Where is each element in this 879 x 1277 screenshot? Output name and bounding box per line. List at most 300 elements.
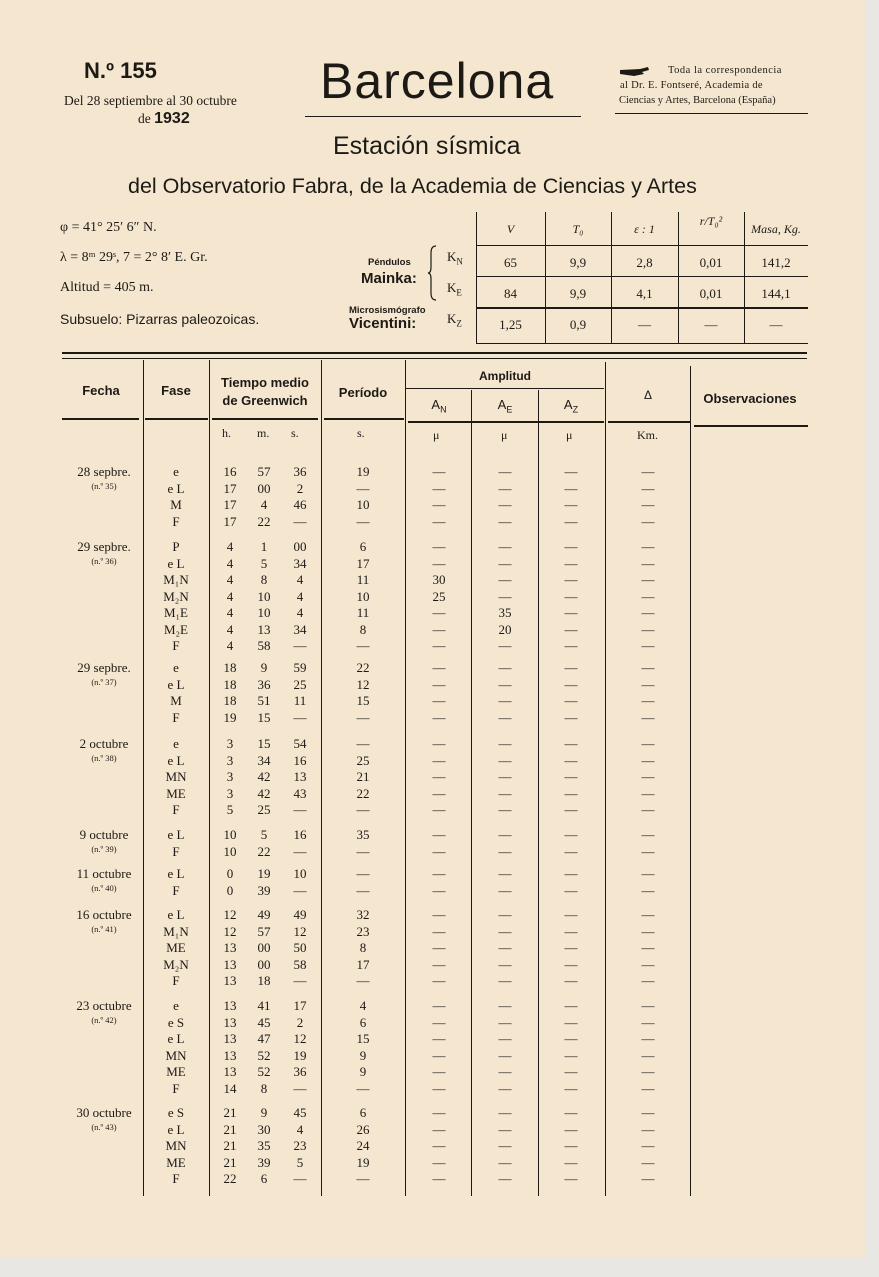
phase-cell: e L — [167, 866, 185, 881]
value-cell: — — [356, 638, 370, 653]
title-underline — [305, 116, 581, 117]
value-cell: — — [498, 638, 512, 653]
value-cell: 35 — [356, 827, 370, 842]
value-cell: — — [356, 480, 370, 496]
value-cell: 13 — [223, 1047, 237, 1063]
value-cell: 42 — [257, 769, 271, 784]
value-cell: — — [564, 998, 578, 1013]
amplitud-rule — [406, 388, 604, 389]
value-cell: 3 — [226, 785, 234, 801]
value-cell: 4 — [226, 555, 234, 571]
unit-an: μ — [433, 428, 440, 442]
value-cell: 54 — [293, 736, 307, 751]
value-cell: 9 — [260, 1105, 268, 1120]
value-cell: 5 — [260, 555, 268, 571]
table-top-rule — [62, 352, 807, 354]
header-tiempo-2: de Greenwich — [222, 393, 308, 408]
value-cell: 17 — [223, 513, 237, 529]
value-cell: 42 — [257, 785, 271, 801]
value-cell: 17 — [223, 480, 237, 496]
header-az — [538, 397, 604, 415]
value-cell: — — [641, 588, 655, 604]
value-cell: 12 — [356, 676, 370, 692]
value-cell: 25 — [432, 588, 446, 604]
value-cell: 13 — [223, 973, 237, 988]
unit-az: μ — [566, 428, 573, 442]
value-cell: 21 — [356, 769, 370, 784]
instrument-value: 0,01 — [699, 255, 723, 270]
phase-cell: e — [173, 660, 179, 675]
value-cell: 34 — [293, 555, 307, 571]
phase-cell: e — [173, 736, 179, 751]
instrument-header: ε : 1 — [634, 222, 655, 236]
event-number: (n.º 42) — [91, 1015, 117, 1025]
value-cell: 9 — [359, 1047, 367, 1063]
value-cell: — — [564, 956, 578, 972]
value-cell: 21 — [223, 1138, 237, 1153]
header-fase: Fase — [161, 383, 191, 398]
value-cell: — — [641, 785, 655, 801]
value-cell: — — [564, 572, 578, 587]
value-cell: 21 — [223, 1121, 237, 1137]
mainka-label: Mainka: — [361, 270, 417, 287]
instrument-row-rule — [476, 276, 808, 277]
value-cell: — — [432, 1121, 446, 1137]
value-cell: — — [641, 1064, 655, 1079]
header-bottom-rule-3 — [212, 418, 318, 420]
value-cell: 19 — [223, 709, 237, 725]
header-bottom-rule-6 — [608, 421, 690, 423]
instrument-value: — — [704, 317, 718, 332]
value-cell: 6 — [260, 1171, 268, 1186]
value-cell: — — [356, 802, 370, 817]
value-cell: 9 — [260, 660, 268, 675]
value-cell: 13 — [223, 1031, 237, 1046]
event-number: (n.º 35) — [91, 481, 117, 491]
value-cell: 23 — [293, 1138, 307, 1153]
phase-cell: e L — [167, 555, 185, 571]
header-delta: Δ — [643, 388, 652, 402]
value-cell: — — [432, 907, 446, 922]
header-an-sub: N — [440, 404, 447, 415]
component-letter: K — [447, 280, 457, 295]
event-number: (n.º 36) — [91, 556, 117, 566]
phase-cell: MN — [165, 1138, 187, 1153]
subsoil: Subsuelo: Pizarras paleozoicas. — [60, 311, 260, 327]
value-cell: 25 — [293, 676, 307, 692]
value-cell: — — [641, 539, 655, 554]
value-cell: 4 — [226, 638, 234, 653]
value-cell: 36 — [257, 676, 271, 692]
value-cell: 10 — [356, 588, 370, 604]
instrument-header: r/T₀² — [699, 214, 723, 228]
value-cell: — — [564, 588, 578, 604]
value-cell: — — [641, 1138, 655, 1153]
value-cell: 21 — [223, 1154, 237, 1170]
value-cell: — — [498, 513, 512, 529]
value-cell: — — [641, 1105, 655, 1120]
value-cell: — — [564, 1080, 578, 1096]
value-cell: — — [564, 1154, 578, 1170]
value-cell: 30 — [257, 1121, 271, 1137]
value-cell: — — [564, 827, 578, 842]
instrument-value: 0,9 — [569, 317, 587, 332]
value-cell: — — [564, 882, 578, 898]
value-cell: — — [641, 555, 655, 571]
event-date: 11 octubre — [76, 866, 132, 881]
value-cell: 4 — [296, 572, 304, 587]
value-cell: — — [498, 736, 512, 751]
header-an — [406, 397, 472, 415]
value-cell: — — [498, 693, 512, 708]
value-cell: — — [564, 1121, 578, 1137]
value-cell: — — [356, 973, 370, 988]
value-cell: — — [356, 866, 370, 881]
value-cell: — — [564, 1171, 578, 1186]
value-cell: — — [564, 907, 578, 922]
value-cell: — — [564, 1014, 578, 1030]
value-cell: 18 — [223, 676, 237, 692]
value-cell: 18 — [257, 973, 271, 988]
value-cell: — — [432, 605, 446, 620]
value-cell: — — [641, 1080, 655, 1096]
component-letter: K — [447, 249, 457, 264]
phase-cell: MN — [165, 769, 187, 784]
value-cell: 11 — [293, 693, 307, 708]
correspondence-line-3: Ciencias y Artes, Barcelona (España) — [619, 95, 776, 106]
value-cell: — — [641, 907, 655, 922]
phase-cell: e L — [167, 907, 185, 922]
value-cell: 13 — [223, 956, 237, 972]
instrument-bottom-rule — [476, 343, 808, 344]
vicentini-label: Vicentini: — [349, 315, 417, 332]
value-cell: 12 — [293, 923, 307, 939]
pendulos-label: Péndulos — [368, 257, 411, 268]
value-cell: 35 — [257, 1138, 271, 1153]
event-number: (n.º 40) — [91, 883, 117, 893]
phase-cell: F — [172, 638, 180, 653]
value-cell: 3 — [226, 769, 234, 784]
value-cell: — — [641, 676, 655, 692]
value-cell: — — [641, 693, 655, 708]
value-cell: — — [641, 1047, 655, 1063]
bulletin-number: N.º 155 — [84, 58, 157, 83]
value-cell: — — [293, 709, 307, 725]
header-ae-sub: E — [506, 404, 513, 415]
value-cell: 4 — [226, 605, 234, 620]
value-cell: — — [498, 588, 512, 604]
page-edge — [866, 0, 879, 1277]
value-cell: 15 — [257, 709, 271, 725]
value-cell: — — [498, 882, 512, 898]
value-cell: 4 — [296, 588, 304, 604]
value-cell: 16 — [293, 827, 307, 842]
value-cell: 4 — [359, 998, 367, 1013]
value-cell: — — [432, 621, 446, 637]
value-cell: 34 — [293, 621, 307, 637]
value-cell: 0 — [226, 882, 234, 898]
value-cell: — — [432, 843, 446, 859]
date-year: 1932 — [154, 110, 190, 127]
value-cell: 59 — [293, 660, 307, 675]
value-cell: — — [564, 843, 578, 859]
value-cell: — — [432, 827, 446, 842]
event-number: (n.º 38) — [91, 753, 117, 763]
value-cell: — — [498, 752, 512, 768]
correspondence-line-2: al Dr. E. Fontseré, Academia de — [620, 80, 763, 91]
value-cell: — — [432, 752, 446, 768]
value-cell: — — [432, 1031, 446, 1046]
event-date: 23 octubre — [76, 998, 132, 1013]
phase-cell: F — [172, 843, 180, 859]
value-cell: 57 — [257, 464, 271, 479]
value-cell: 5 — [226, 802, 234, 817]
header-bottom-rule-2 — [145, 418, 208, 420]
value-cell: — — [293, 973, 307, 988]
value-cell: 52 — [257, 1047, 271, 1063]
value-cell: — — [498, 1047, 512, 1063]
value-cell: — — [641, 464, 655, 479]
event-number: (n.º 41) — [91, 924, 117, 934]
header-tiempo-1: Tiempo medio — [221, 375, 309, 390]
value-cell: — — [432, 1171, 446, 1186]
value-cell: 13 — [223, 998, 237, 1013]
instrument-row-rule — [476, 307, 808, 309]
value-cell: — — [498, 555, 512, 571]
value-cell: — — [293, 638, 307, 653]
value-cell: 21 — [223, 1105, 237, 1120]
phase-cell: M₁N — [163, 572, 189, 587]
value-cell: — — [498, 572, 512, 587]
phase-cell: e — [173, 464, 179, 479]
value-cell: — — [641, 1014, 655, 1030]
altitude: Altitud = 405 m. — [60, 280, 154, 295]
value-cell: 50 — [293, 940, 307, 955]
value-cell: 4 — [296, 1121, 304, 1137]
value-cell: — — [564, 923, 578, 939]
value-cell: — — [432, 1080, 446, 1096]
instrument-header: V — [506, 222, 515, 236]
value-cell: — — [498, 497, 512, 512]
instrument-value: 84 — [504, 286, 517, 301]
value-cell: — — [564, 1064, 578, 1079]
value-cell: 19 — [257, 866, 271, 881]
value-cell: 17 — [223, 497, 237, 512]
value-cell: 25 — [356, 752, 370, 768]
value-cell: 10 — [257, 605, 271, 620]
value-cell: 13 — [293, 769, 307, 784]
unit-m: m. — [257, 426, 270, 440]
value-cell: — — [356, 1171, 370, 1186]
phase-cell: e S — [167, 1105, 185, 1120]
value-cell: — — [432, 940, 446, 955]
value-cell: — — [498, 1121, 512, 1137]
value-cell: — — [432, 923, 446, 939]
value-cell: 12 — [293, 1031, 307, 1046]
brace-icon — [428, 245, 438, 306]
header-fecha: Fecha — [82, 383, 120, 398]
correspondence-line-1: Toda la correspondencia — [668, 65, 782, 76]
value-cell: 3 — [226, 736, 234, 751]
phase-cell: M — [170, 693, 182, 708]
value-cell: 13 — [223, 1014, 237, 1030]
phase-cell: F — [172, 1171, 180, 1186]
value-cell: — — [432, 660, 446, 675]
value-cell: — — [564, 480, 578, 496]
date-range: Del 28 septiembre al 30 octubre — [64, 93, 237, 108]
value-cell: 45 — [293, 1105, 307, 1120]
value-cell: 51 — [257, 693, 271, 708]
value-cell: — — [564, 709, 578, 725]
phase-cell: ME — [166, 785, 186, 801]
value-cell: — — [564, 621, 578, 637]
header-az-label: A — [563, 397, 573, 412]
phase-cell: F — [172, 1080, 180, 1096]
phase-cell: e L — [167, 480, 185, 496]
value-cell: — — [432, 555, 446, 571]
event-number: (n.º 39) — [91, 844, 117, 854]
value-cell: — — [498, 785, 512, 801]
value-cell: — — [564, 660, 578, 675]
value-cell: 4 — [296, 605, 304, 620]
value-cell: 18 — [223, 660, 237, 675]
value-cell: 22 — [257, 843, 271, 859]
value-cell: — — [432, 480, 446, 496]
phase-cell: F — [172, 882, 180, 898]
value-cell: 32 — [356, 907, 370, 922]
header-amplitud: Amplitud — [479, 369, 531, 383]
value-cell: — — [498, 907, 512, 922]
instrument-component — [447, 249, 463, 267]
value-cell: 15 — [257, 736, 271, 751]
value-cell: — — [432, 693, 446, 708]
value-cell: — — [641, 572, 655, 587]
phase-cell: ME — [166, 940, 186, 955]
value-cell: 39 — [257, 882, 271, 898]
value-cell: 22 — [257, 513, 271, 529]
value-cell: — — [564, 802, 578, 817]
value-cell: — — [498, 940, 512, 955]
value-cell: 8 — [260, 572, 268, 587]
header-periodo: Período — [338, 385, 388, 400]
value-cell: — — [498, 802, 512, 817]
value-cell: 6 — [359, 539, 367, 554]
header-an-label: A — [431, 397, 441, 412]
value-cell: — — [498, 464, 512, 479]
component-axis: E — [456, 287, 462, 298]
value-cell: — — [564, 539, 578, 554]
value-cell: 4 — [226, 588, 234, 604]
value-cell: — — [564, 1031, 578, 1046]
value-cell: — — [432, 998, 446, 1013]
value-cell: 25 — [257, 802, 271, 817]
value-cell: — — [432, 1047, 446, 1063]
value-cell: — — [498, 1014, 512, 1030]
value-cell: — — [432, 882, 446, 898]
value-cell: — — [498, 709, 512, 725]
value-cell: 00 — [257, 480, 271, 496]
phase-cell: ME — [166, 1064, 186, 1079]
date-year-line — [138, 110, 190, 128]
value-cell: — — [641, 1121, 655, 1137]
value-cell: 15 — [356, 693, 370, 708]
value-cell: — — [641, 827, 655, 842]
instrument-value: 4,1 — [636, 286, 653, 301]
value-cell: 30 — [432, 572, 446, 587]
value-cell: — — [564, 785, 578, 801]
header-bottom-rule-4 — [324, 418, 404, 420]
value-cell: 15 — [356, 1031, 370, 1046]
value-cell: — — [432, 802, 446, 817]
header-bottom-rule-5 — [408, 421, 604, 423]
value-cell: — — [564, 1138, 578, 1153]
value-cell: 9 — [359, 1064, 367, 1079]
value-cell: — — [432, 736, 446, 751]
value-cell: — — [356, 882, 370, 898]
value-cell: 00 — [293, 539, 307, 554]
value-cell: — — [564, 555, 578, 571]
value-cell: 34 — [257, 752, 271, 768]
value-cell: 6 — [359, 1105, 367, 1120]
value-cell: — — [641, 998, 655, 1013]
value-cell: — — [564, 736, 578, 751]
value-cell: — — [432, 785, 446, 801]
col-divider-tiempo — [209, 360, 210, 1196]
value-cell: 58 — [293, 956, 307, 972]
value-cell: 41 — [257, 998, 271, 1013]
value-cell: 4 — [226, 621, 234, 637]
value-cell: — — [641, 769, 655, 784]
phase-cell: M₂N — [163, 588, 189, 604]
value-cell: — — [564, 605, 578, 620]
value-cell: 18 — [223, 693, 237, 708]
phase-cell: M₁N — [163, 923, 189, 939]
value-cell: 49 — [293, 907, 307, 922]
longitude: λ = 8ᵐ 29ˢ, 7 = 2° 8′ E. Gr. — [60, 250, 208, 265]
value-cell: — — [356, 1080, 370, 1096]
value-cell: 16 — [293, 752, 307, 768]
value-cell: — — [432, 709, 446, 725]
value-cell: — — [564, 940, 578, 955]
value-cell: 8 — [359, 940, 367, 955]
value-cell: — — [498, 1105, 512, 1120]
value-cell: 5 — [296, 1154, 304, 1170]
value-cell: — — [498, 998, 512, 1013]
event-date: 9 octubre — [79, 827, 129, 842]
city-title: Barcelona — [320, 53, 555, 109]
value-cell: — — [641, 605, 655, 620]
event-date: 29 sepbre. — [77, 660, 131, 675]
value-cell: — — [498, 1138, 512, 1153]
header-ae-label: A — [497, 397, 507, 412]
value-cell: — — [432, 497, 446, 512]
value-cell: 3 — [226, 752, 234, 768]
value-cell: — — [498, 676, 512, 692]
value-cell: 13 — [223, 1064, 237, 1079]
value-cell: 00 — [257, 956, 271, 972]
value-cell: — — [356, 843, 370, 859]
value-cell: — — [564, 752, 578, 768]
value-cell: — — [293, 882, 307, 898]
value-cell: 16 — [223, 464, 237, 479]
phase-cell: M — [170, 497, 182, 512]
value-cell: — — [641, 866, 655, 881]
instrument-value: 1,25 — [499, 317, 522, 332]
value-cell: — — [498, 769, 512, 784]
phase-cell: MN — [165, 1047, 187, 1063]
instrument-header: T₀ — [572, 222, 584, 236]
value-cell: 13 — [257, 621, 271, 637]
